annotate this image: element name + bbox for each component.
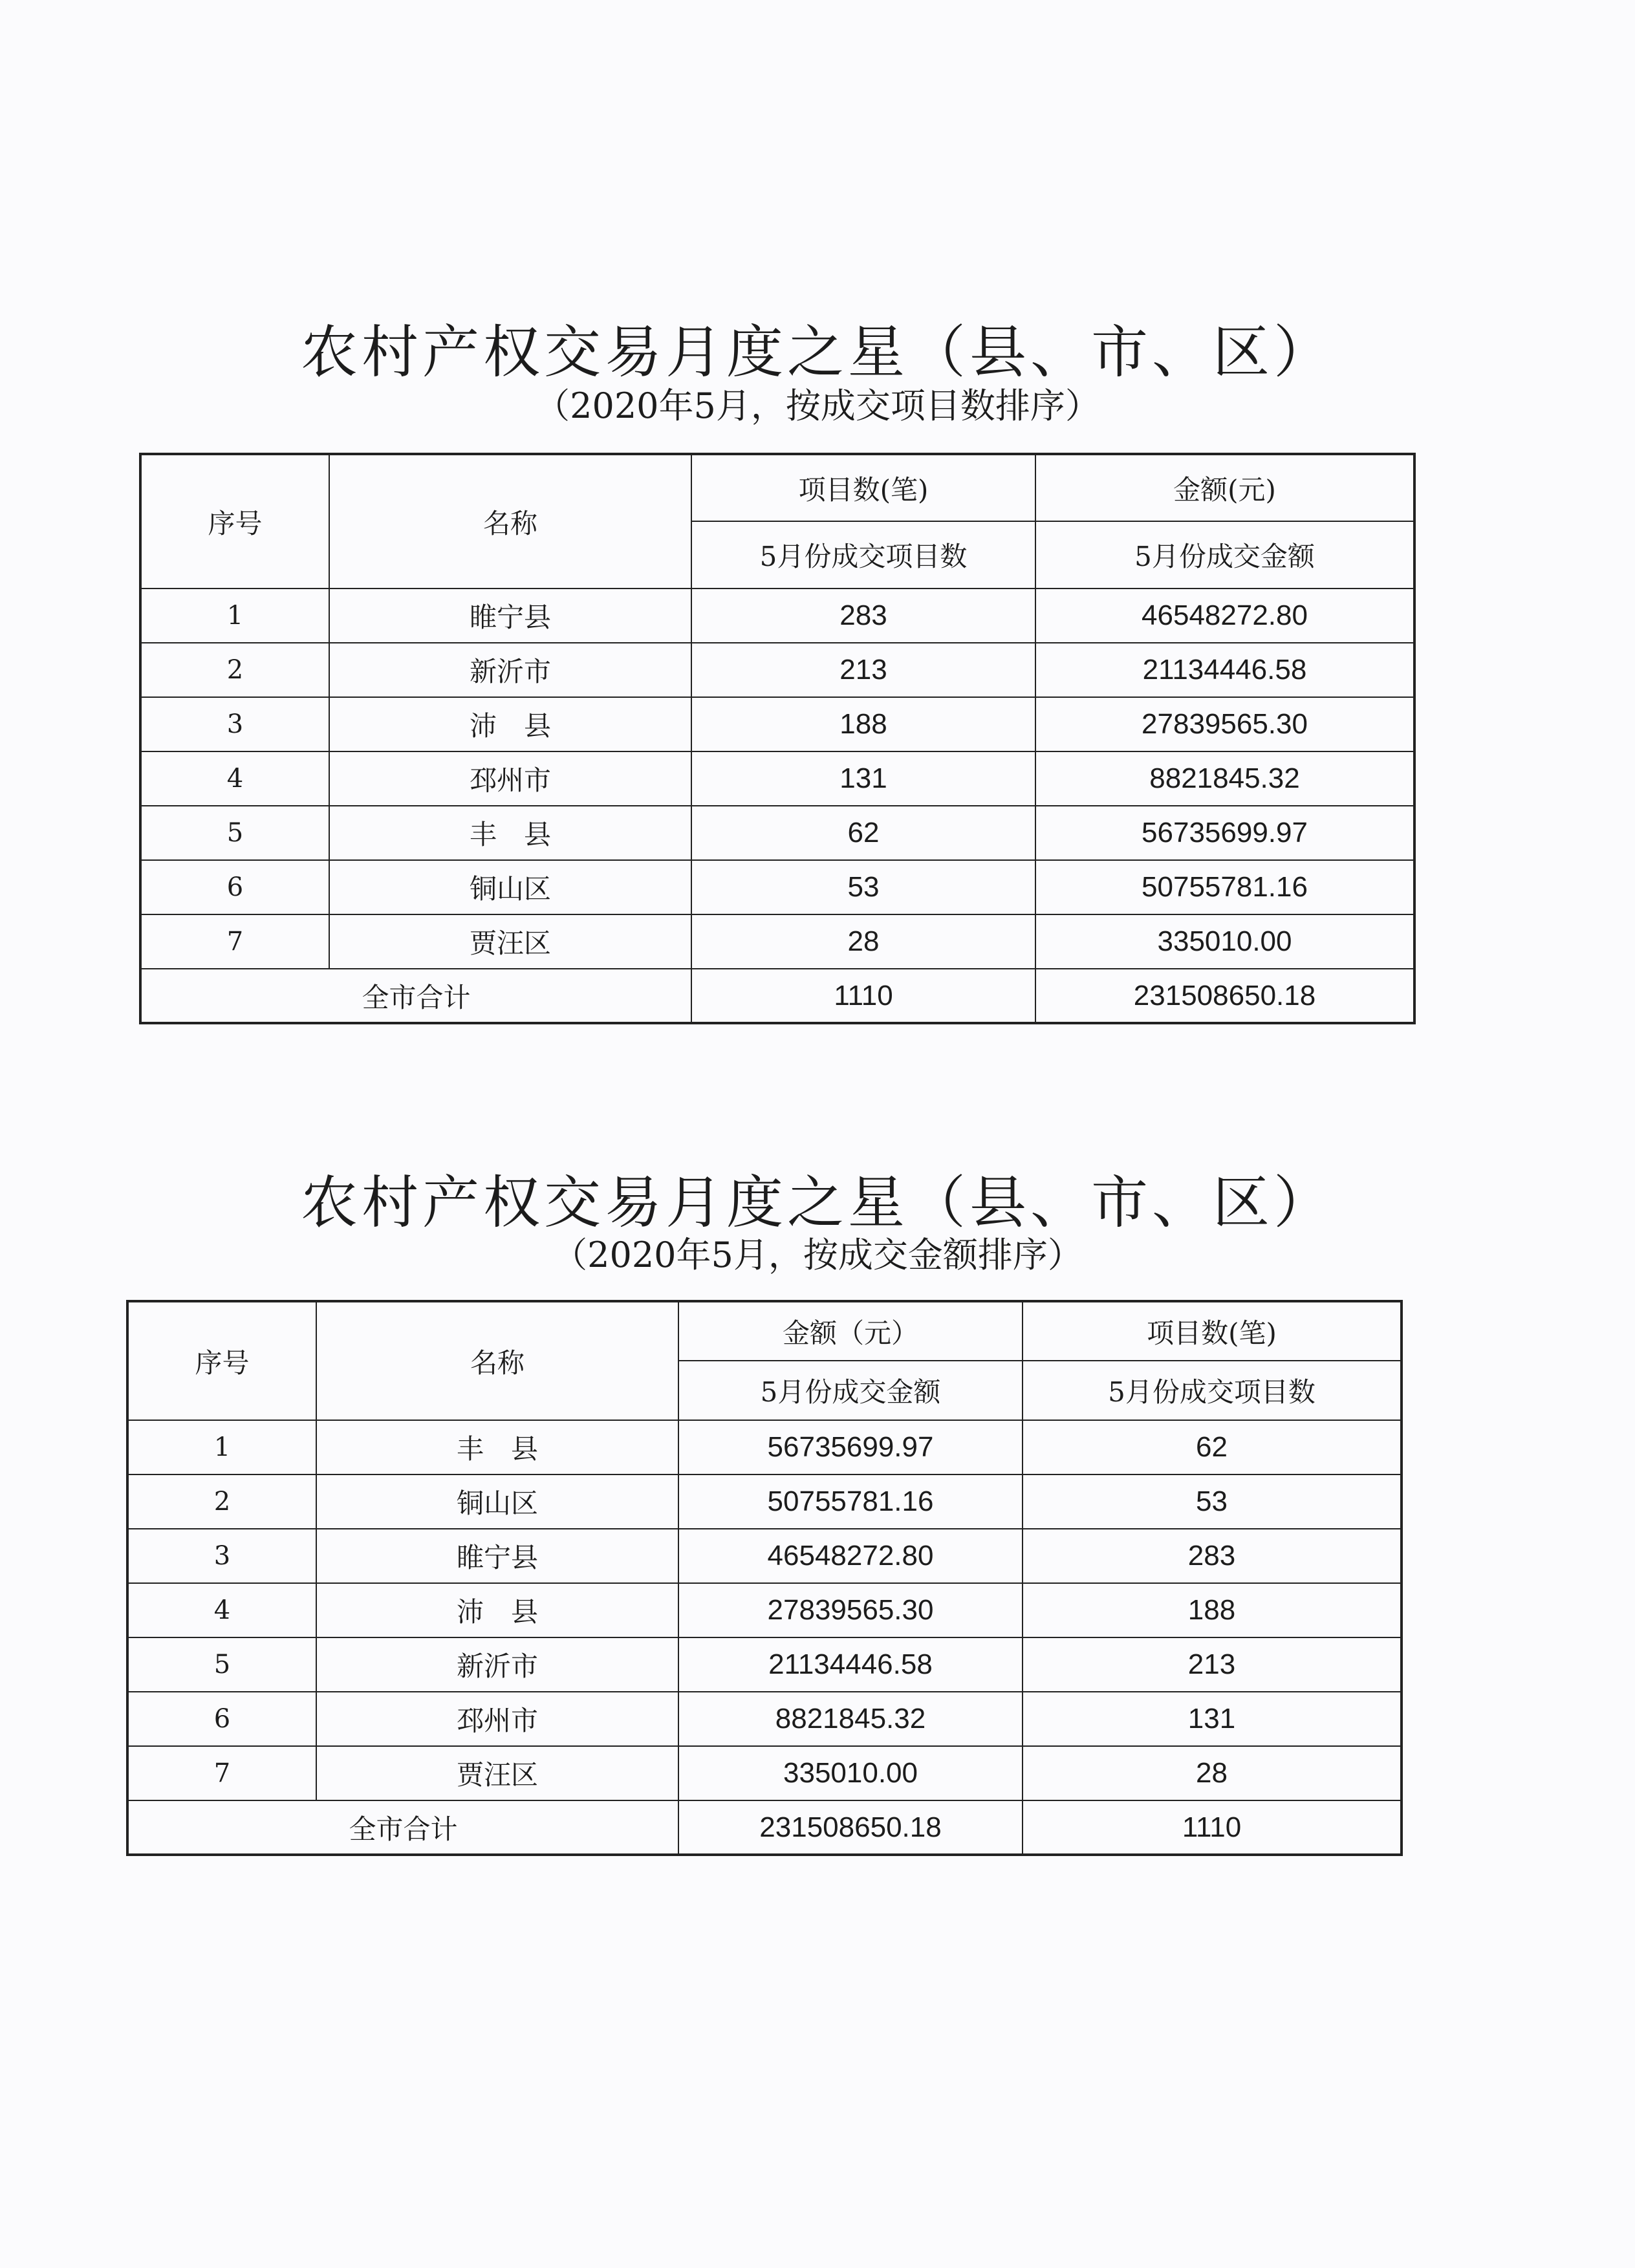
header-col2-bottom: 5月份成交项目数 (1023, 1361, 1402, 1420)
row-name: 睢宁县 (316, 1529, 678, 1583)
total-count: 1110 (691, 969, 1035, 1023)
row-name: 沛 县 (329, 697, 691, 751)
table-row (127, 1474, 1402, 1529)
row-count: 213 (691, 643, 1035, 697)
row-count: 28 (691, 914, 1035, 969)
row-name: 铜山区 (329, 860, 691, 914)
row-index: 3 (140, 697, 329, 751)
row-name: 沛 县 (316, 1583, 678, 1637)
header-index: 序号 (140, 454, 329, 589)
row-count: 62 (1023, 1420, 1402, 1474)
table-row (127, 1746, 1402, 1800)
header-col2-bottom: 5月份成交金额 (1035, 521, 1414, 589)
row-name: 新沂市 (329, 643, 691, 697)
row-name: 贾汪区 (316, 1746, 678, 1800)
row-amount: 335010.00 (1035, 914, 1414, 969)
row-index: 5 (140, 806, 329, 860)
row-index: 7 (140, 914, 329, 969)
table-row (127, 1420, 1402, 1474)
row-index: 4 (127, 1583, 316, 1637)
table-row (127, 1583, 1402, 1637)
row-name: 邳州市 (316, 1692, 678, 1746)
row-amount: 21134446.58 (678, 1637, 1023, 1692)
row-count: 53 (1023, 1474, 1402, 1529)
row-amount: 46548272.80 (678, 1529, 1023, 1583)
header-name: 名称 (329, 454, 691, 589)
row-name: 丰 县 (316, 1420, 678, 1474)
row-index: 2 (127, 1474, 316, 1529)
header-col1-bottom: 5月份成交金额 (678, 1361, 1023, 1420)
row-index: 4 (140, 751, 329, 806)
row-amount: 335010.00 (678, 1746, 1023, 1800)
header-col1-bottom: 5月份成交项目数 (691, 521, 1035, 589)
total-row (140, 969, 1414, 1023)
table-row (127, 1692, 1402, 1746)
table-row (127, 1529, 1402, 1583)
row-count: 188 (1023, 1583, 1402, 1637)
row-amount: 50755781.16 (1035, 860, 1414, 914)
row-amount: 8821845.32 (678, 1692, 1023, 1746)
row-amount: 27839565.30 (678, 1583, 1023, 1637)
table-row (140, 643, 1414, 697)
section-title: 农村产权交易月度之星（县、市、区） (300, 1169, 1334, 1236)
ranking-table-by-count (139, 453, 1416, 1024)
table-row (140, 589, 1414, 643)
total-count: 1110 (1023, 1800, 1402, 1855)
total-amount: 231508650.18 (678, 1800, 1023, 1855)
table-row (140, 806, 1414, 860)
row-index: 5 (127, 1637, 316, 1692)
table-row (140, 697, 1414, 751)
row-name: 新沂市 (316, 1637, 678, 1692)
row-index: 6 (127, 1692, 316, 1746)
ranking-table-by-amount (126, 1300, 1403, 1856)
row-amount: 50755781.16 (678, 1474, 1023, 1529)
row-index: 3 (127, 1529, 316, 1583)
row-count: 28 (1023, 1746, 1402, 1800)
total-row (127, 1800, 1402, 1855)
row-amount: 56735699.97 (1035, 806, 1414, 860)
table-row (140, 751, 1414, 806)
header-col2-top: 金额(元) (1035, 454, 1414, 521)
row-name: 邳州市 (329, 751, 691, 806)
row-amount: 46548272.80 (1035, 589, 1414, 643)
row-count: 283 (691, 589, 1035, 643)
row-index: 1 (127, 1420, 316, 1474)
row-amount: 56735699.97 (678, 1420, 1023, 1474)
row-name: 贾汪区 (329, 914, 691, 969)
header-col1-top: 项目数(笔) (691, 454, 1035, 521)
header-index: 序号 (127, 1301, 316, 1420)
row-index: 2 (140, 643, 329, 697)
total-label: 全市合计 (140, 969, 691, 1023)
row-amount: 27839565.30 (1035, 697, 1414, 751)
row-count: 213 (1023, 1637, 1402, 1692)
table-row (140, 914, 1414, 969)
row-name: 睢宁县 (329, 589, 691, 643)
section-title: 农村产权交易月度之星（县、市、区） (300, 319, 1334, 385)
total-amount: 231508650.18 (1035, 969, 1414, 1023)
row-amount: 21134446.58 (1035, 643, 1414, 697)
row-count: 62 (691, 806, 1035, 860)
total-label: 全市合计 (127, 1800, 678, 1855)
row-name: 铜山区 (316, 1474, 678, 1529)
header-row (140, 454, 1414, 521)
section-subtitle: （2020年5月，按成交金额排序） (552, 1235, 1083, 1275)
header-row (127, 1301, 1402, 1361)
table-row (140, 860, 1414, 914)
row-count: 283 (1023, 1529, 1402, 1583)
table-row (127, 1637, 1402, 1692)
row-amount: 8821845.32 (1035, 751, 1414, 806)
row-count: 131 (1023, 1692, 1402, 1746)
row-index: 7 (127, 1746, 316, 1800)
header-name: 名称 (316, 1301, 678, 1420)
header-col2-top: 项目数(笔) (1023, 1301, 1402, 1361)
header-col1-top: 金额（元） (678, 1301, 1023, 1361)
row-index: 6 (140, 860, 329, 914)
section-subtitle: （2020年5月，按成交项目数排序） (535, 385, 1100, 426)
row-count: 131 (691, 751, 1035, 806)
row-name: 丰 县 (329, 806, 691, 860)
row-count: 188 (691, 697, 1035, 751)
row-index: 1 (140, 589, 329, 643)
row-count: 53 (691, 860, 1035, 914)
